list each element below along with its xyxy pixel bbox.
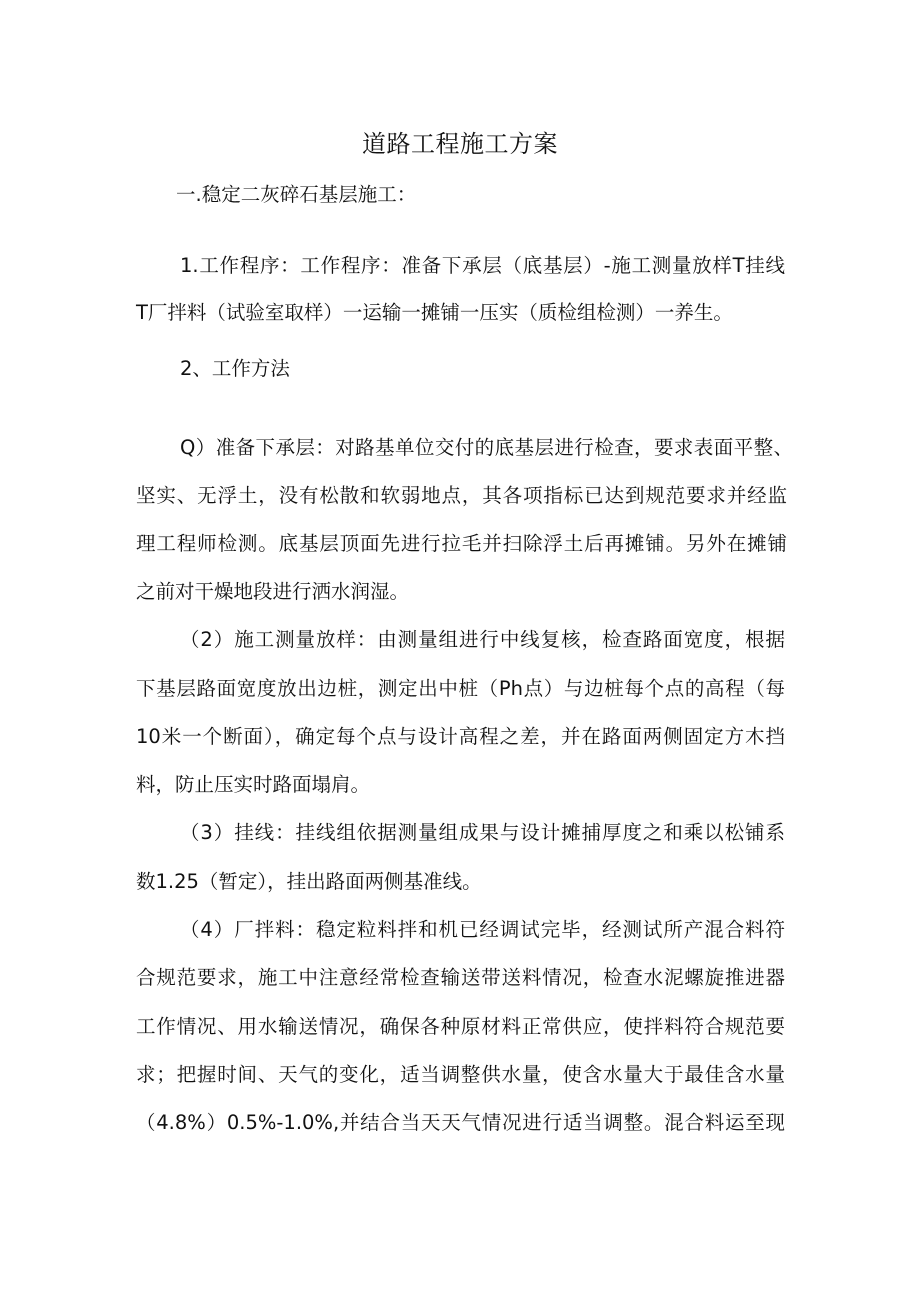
paragraph-line: （4.8%）0.5%-1.0%,并结合当天天气情况进行适当调整。混合料运至现: [136, 1111, 785, 1134]
paragraph-line: 坚实、无浮土，没有松散和软弱地点，其各项指标已达到规范要求并经监: [136, 484, 787, 507]
paragraph-line: 求；把握时间、天气的变化，适当调整供水量，使含水量大于最佳含水量: [136, 1063, 785, 1086]
paragraph-line: 1.工作程序：工作程序：准备下承层（底基层）-施工测量放样T挂线: [180, 254, 785, 277]
paragraph-line: （2）施工测量放样：由测量组进行中线复核，检查路面宽度，根据: [180, 628, 785, 651]
paragraph-line: （4）厂拌料：稳定粒料拌和机已经调试完毕，经测试所产混合料符: [180, 918, 785, 941]
paragraph-line: 理工程师检测。底基层顶面先进行拉毛并扫除浮土后再摊铺。另外在摊铺: [136, 532, 787, 555]
paragraph-line: 工作情况、用水输送情况，确保各种原材料正常供应，使拌料符合规范要: [136, 1015, 785, 1038]
paragraph-line: 之前对干燥地段进行洒水润湿。: [136, 580, 410, 603]
paragraph-line: 数1.25（暂定），挂出路面两侧基准线。: [136, 870, 482, 893]
paragraph-line: Q）准备下承层：对路基单位交付的底基层进行检查，要求表面平整、: [180, 436, 793, 459]
paragraph-line: T厂拌料（试验室取样）一运输一摊铺一压实（质检组检测）一养生。: [136, 301, 733, 324]
subsection-heading: 2、工作方法: [180, 357, 290, 380]
document-title: 道路工程施工方案: [362, 130, 558, 158]
paragraph-line: 料，防止压实时路面塌肩。: [136, 773, 371, 796]
section-heading: 一.稳定二灰碎石基层施工：: [176, 183, 417, 206]
paragraph-line: 下基层路面宽度放出边桩，测定出中桩（Ph点）与边桩每个点的高程（每: [136, 677, 785, 700]
paragraph-line: 10米一个断面），确定每个点与设计高程之差，并在路面两侧固定方木挡: [136, 725, 785, 748]
paragraph-line: 合规范要求，施工中注意经常检查输送带送料情况，检查水泥螺旋推进器: [136, 966, 785, 989]
paragraph-line: （3）挂线：挂线组依据测量组成果与设计摊捕厚度之和乘以松铺系: [180, 821, 785, 844]
